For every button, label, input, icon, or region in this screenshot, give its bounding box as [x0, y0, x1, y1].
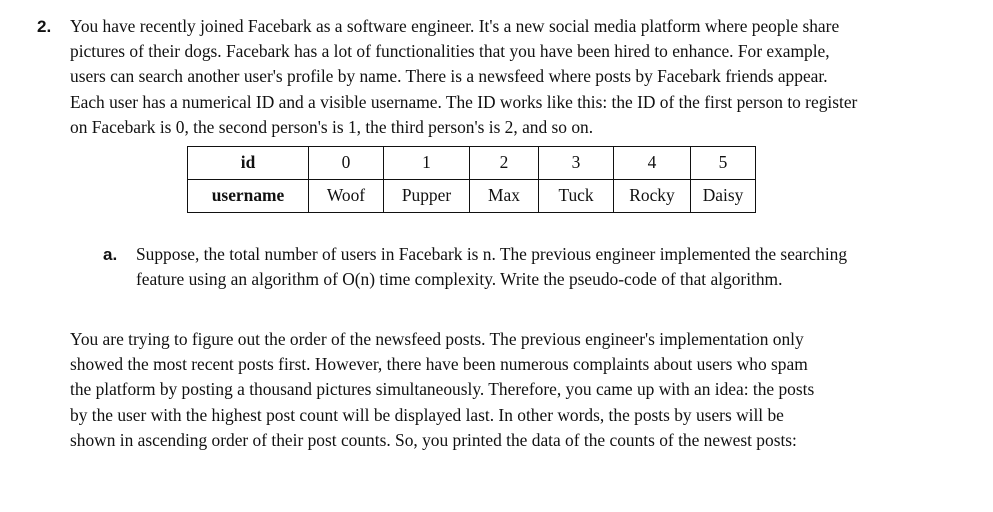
intro-line: users can search another user's profile by name. There is a newsfeed where posts by Facebark friends appear. [70, 66, 828, 87]
id-cell: 4 [614, 147, 691, 180]
intro-line: Each user has a numerical ID and a visible username. The ID works like this: the ID of the first person to register [70, 91, 858, 112]
username-cell: Woof [309, 180, 384, 213]
username-header: username [188, 180, 309, 213]
user-id-table [187, 146, 756, 213]
newsfeed-line: by the user with the highest post count will be displayed last. In other words, the posts by users will be [70, 404, 784, 425]
username-cell: Pupper [384, 180, 470, 213]
newsfeed-line: shown in ascending order of their post counts. So, you printed the data of the counts of the newest posts: [70, 429, 797, 450]
newsfeed-paragraph [70, 327, 957, 453]
id-cell: 2 [470, 147, 539, 180]
sub-question-a-text [136, 242, 957, 292]
id-row [188, 147, 756, 180]
intro-line: on Facebark is 0, the second person's is 1, the third person's is 2, and so on. [70, 116, 594, 137]
id-cell: 0 [309, 147, 384, 180]
username-cell: Tuck [539, 180, 614, 213]
intro-paragraph [70, 14, 957, 140]
username-row [188, 180, 756, 213]
username-cell: Rocky [614, 180, 691, 213]
newsfeed-line: You are trying to figure out the order of the newsfeed posts. The previous engineer's implementation only [70, 329, 804, 349]
sub-question-a-label: a. [103, 245, 118, 264]
id-cell: 1 [384, 147, 470, 180]
intro-line: pictures of their dogs. Facebark has a lot of functionalities that you have been hired to enhance. For example, [70, 41, 830, 62]
newsfeed-line: showed the most recent posts first. However, there have been numerous complaints about users who spam [70, 354, 808, 375]
sub-question-a-line: feature using an algorithm of O(n) time complexity. Write the pseudo-code of that algorithm. [136, 269, 783, 290]
id-cell: 3 [539, 147, 614, 180]
username-cell: Max [470, 180, 539, 213]
intro-line: You have recently joined Facebark as a software engineer. It's a new social media platform where people share [70, 16, 840, 36]
sub-question-a-line: Suppose, the total number of users in Facebark is n. The previous engineer implemented the searching [136, 244, 848, 264]
id-header: id [188, 147, 309, 180]
username-cell: Daisy [691, 180, 756, 213]
id-cell: 5 [691, 147, 756, 180]
question-number: 2. [37, 17, 52, 36]
newsfeed-line: the platform by posting a thousand pictures simultaneously. Therefore, you came up with an idea: the posts [70, 379, 815, 400]
